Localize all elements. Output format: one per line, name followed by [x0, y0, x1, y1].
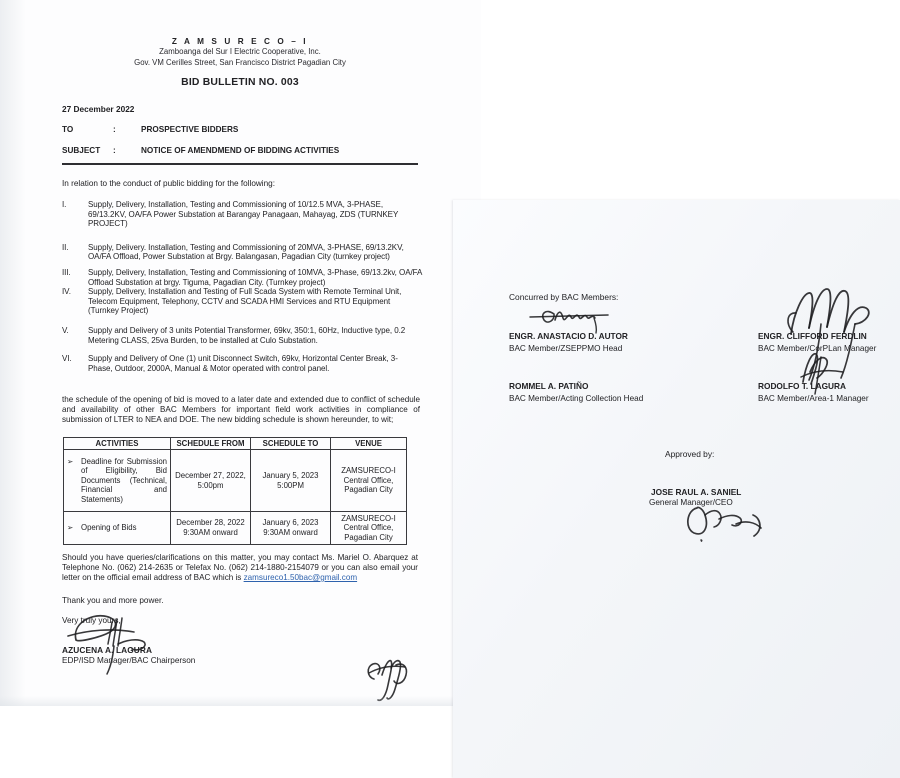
approver-name: JOSE RAUL A. SANIEL [651, 487, 742, 497]
thanks-line: Thank you and more power. [62, 596, 164, 605]
letterhead [62, 36, 418, 88]
member-title: BAC Member/Area-1 Manager [758, 393, 869, 403]
signatory-title: EDP/ISD Manager/BAC Chairperson [62, 656, 196, 665]
member-name: ENGR. CLIFFORD FERDLIN [758, 331, 867, 341]
list-item [62, 354, 422, 373]
activity-cell [64, 450, 171, 512]
item-text: Supply and Delivery of 3 units Potential Transformer, 69kv, 350:1, 60Hz, Inductive type, 0.2 Metering CLASS, 25va Burden, to be installed at Culo Substation. [88, 325, 406, 345]
member-title: BAC Member/Acting Collection Head [509, 393, 644, 403]
initials-signature [362, 655, 410, 705]
subject-value: NOTICE OF AMENDMEND OF BIDDING ACTIVITIES [141, 146, 340, 155]
item-numeral: IV. [62, 287, 71, 297]
to-label: TO [62, 125, 74, 134]
approved-heading: Approved by: [665, 449, 715, 459]
schedule-from-cell: December 27, 2022, 5:00pm [171, 450, 251, 512]
schedule-to-cell: January 5, 2023 5:00PM [251, 450, 331, 512]
list-item [62, 200, 422, 229]
schedule-note: the schedule of the opening of bid is moved to a later date and extended due to conflict of schedule and availability of other BAC Members for important field work activities in compliance of submission of LTER to NEA and DOE. The new bidding schedule is shown hereunder, to wit; [62, 395, 420, 424]
item-text: Supply and Delivery of One (1) unit Disconnect Switch, 69kv, Horizontal Center Break, 3-Phase, Outdoor, 2000A, Manual & Motor operated with control panel. [88, 354, 398, 373]
item-text: Supply, Delivery. Installation, Testing and Commissioning of 20MVA, 3-PHASE, 69/13.2KV, OA/FA Offload, Power Substation at Brgy. Balangasan, Pagadian City (turnkey project) [88, 242, 404, 262]
closing-line: Very truly yours, [62, 616, 121, 625]
item-numeral: VI. [62, 354, 72, 364]
table-row [64, 512, 407, 545]
contact-text: Should you have queries/clarifications on this matter, you may contact Ms. Mariel O. Abarquez at Telephone No. (062) 214-2635 or Telefax No. (062) 214-1880-2154079 or you can also email your letter on the official email address of BAC which is [62, 553, 418, 582]
member-name: ENGR. ANASTACIO D. AUTOR [509, 331, 628, 341]
signatory-name: AZUCENA A. LAGURA [62, 645, 153, 655]
intro-paragraph: In relation to the conduct of public bidding for the following: [62, 179, 276, 188]
arrow-bullet-icon: ➢ [67, 523, 74, 533]
col-header-schedule-to: SCHEDULE TO [251, 438, 331, 450]
venue-cell: ZAMSURECO-I Central Office, Pagadian City [331, 450, 407, 512]
ceo-signature [681, 500, 773, 550]
member-title: BAC Member/CorPLan Manager [758, 343, 877, 353]
doc-title: BID BULLETIN NO. 003 [181, 77, 299, 88]
activity-cell [64, 512, 171, 545]
schedule-from-cell: December 28, 2022 9:30AM onward [171, 512, 251, 545]
list-item [62, 243, 422, 262]
schedule-to-cell: January 6, 2023 9:30AM onward [251, 512, 331, 545]
subject-label: SUBJECT [62, 146, 101, 155]
doc-date: 27 December 2022 [62, 104, 135, 114]
col-header-schedule-from: SCHEDULE FROM [171, 438, 251, 450]
header-divider [62, 163, 418, 165]
venue-cell: ZAMSURECO-I Central Office, Pagadian City [331, 512, 407, 545]
contact-paragraph [62, 553, 418, 583]
member-name: RODOLFO T. LAGURA [758, 381, 847, 391]
item-numeral: III. [62, 267, 71, 277]
signatures-page-2 [453, 200, 900, 778]
org-name: Z A M S U R E C O – I [171, 37, 309, 46]
to-row [62, 125, 422, 134]
member-name: ROMMEL A. PATIÑO [509, 381, 589, 391]
concurred-heading: Concurred by BAC Members: [509, 292, 619, 302]
org-line1: Zamboanga del Sur I Electric Cooperative, Inc. [159, 47, 321, 56]
bac-email-link[interactable]: zamsureco1.50bac@gmail.com [243, 573, 358, 582]
to-value: PROSPECTIVE BIDDERS [141, 125, 239, 134]
item-numeral: I. [62, 200, 67, 209]
item-text: Supply, Delivery, Installation, Testing and Commissioning of 10/12.5 MVA, 3-PHASE, 69/13.2KV, OA/FA Power Substation at Barangay Panagaan, Mahayag, ZDS (TURNKEY PROJECT) [88, 200, 399, 229]
activity-text: Opening of Bids [81, 523, 137, 533]
bac-member-block [758, 381, 869, 403]
col-header-activities: ACTIVITIES [64, 438, 171, 450]
table-header-row [64, 438, 407, 450]
activity-text: Deadline for Submission of Eligibility, Bid Documents (Technical, Financial and Statements) [81, 456, 167, 504]
item-numeral: V. [62, 325, 69, 335]
bulletin-page-1 [0, 0, 481, 706]
list-item [62, 287, 422, 316]
bac-member-block [509, 331, 628, 353]
member-title: BAC Member/ZSEPPMO Head [509, 343, 623, 353]
list-item [62, 268, 422, 287]
schedule-table [63, 437, 407, 545]
bac-member-block [509, 381, 643, 403]
arrow-bullet-icon: ➢ [67, 456, 74, 466]
subject-row [62, 146, 422, 155]
item-numeral: II. [62, 242, 69, 252]
org-line2: Gov. VM Cerilles Street, San Francisco District Pagadian City [134, 57, 346, 67]
item-text: Supply, Delivery, Installation and Testing of Full Scada System with Remote Terminal Unit, Telecom Equipment, Telephony, CCTV and SCADA HMI Services and RTU Equipment (Turnkey Project) [88, 287, 402, 316]
table-row [64, 450, 407, 512]
bid-items-list [62, 200, 422, 373]
chairperson-signature [64, 606, 156, 676]
subject-colon: : [113, 146, 116, 155]
item-text: Supply, Delivery, Installation, Testing and Commissioning of 10MVA, 3-Phase, 69/13.2kv, OA/FA Offload Substation at brgy. Tiguma, Pagadian City. (Turnkey project) [88, 267, 422, 287]
list-item [62, 326, 422, 345]
approver-title: General Manager/CEO [649, 498, 733, 507]
col-header-venue: VENUE [331, 438, 407, 450]
to-colon: : [113, 125, 116, 134]
